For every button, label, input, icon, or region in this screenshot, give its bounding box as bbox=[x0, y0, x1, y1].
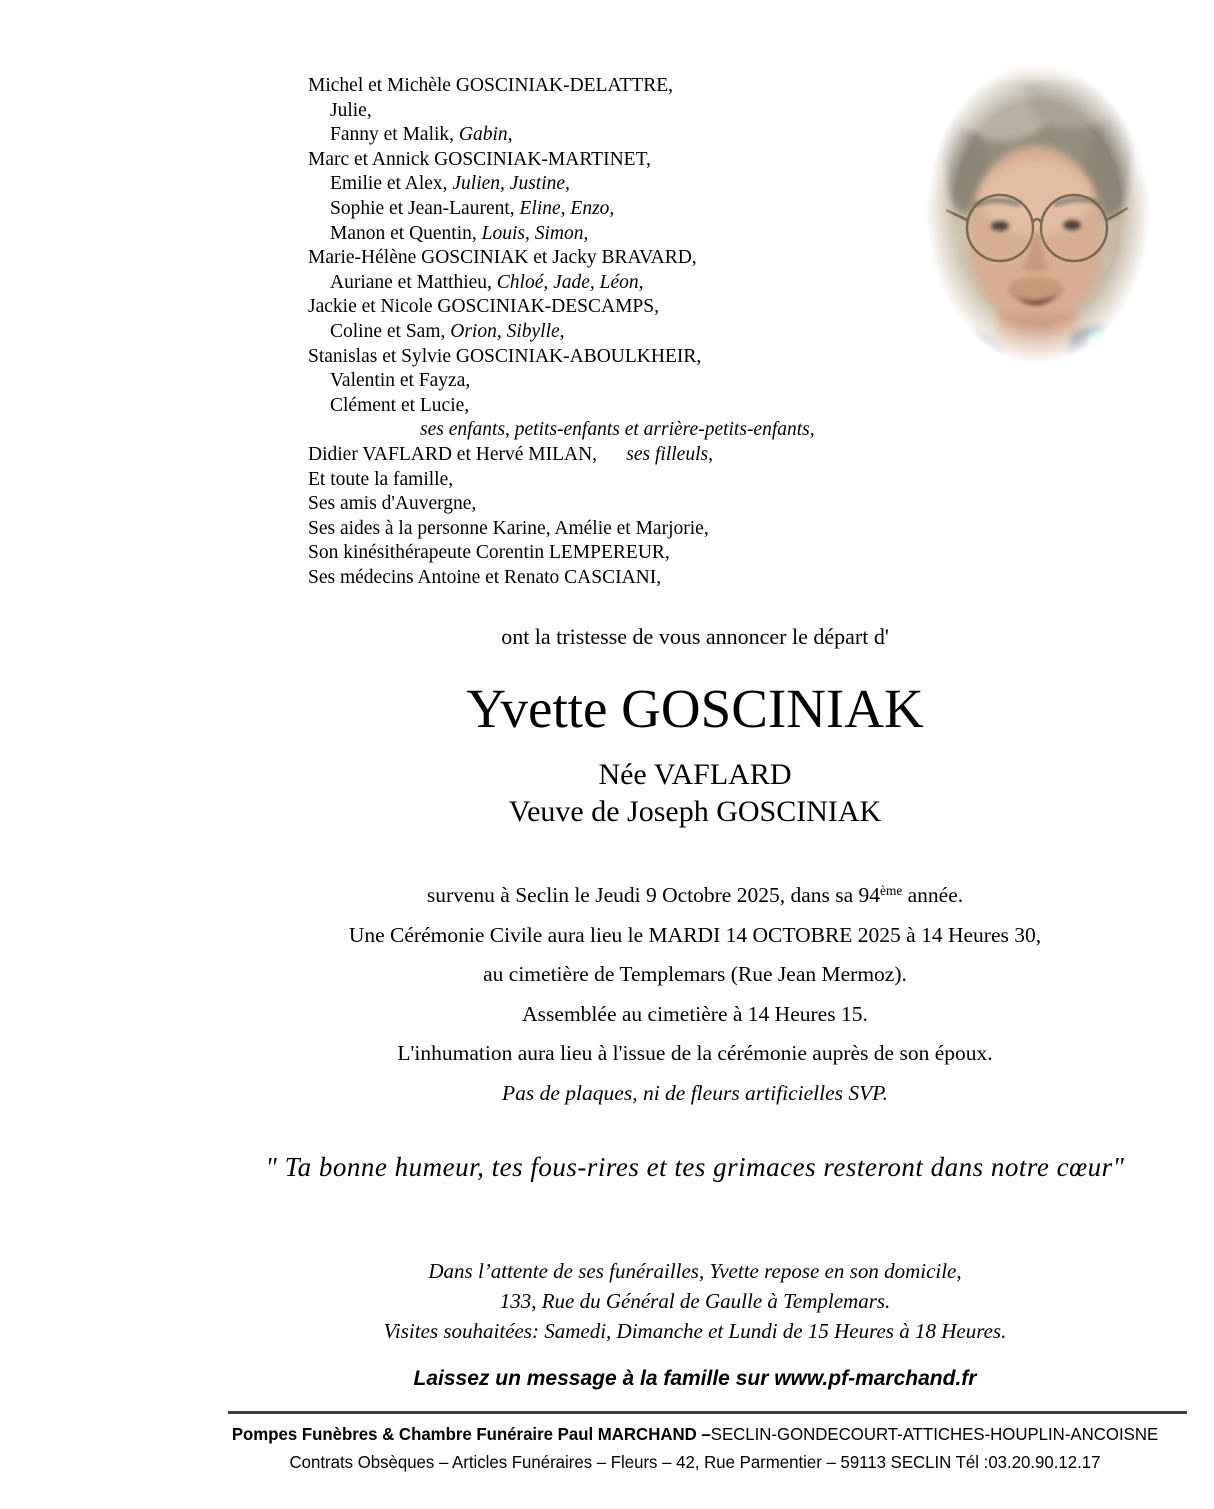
text-run: Son kinésithérapeute Corentin LEMPEREUR, bbox=[308, 542, 670, 564]
footer-line-1 bbox=[197, 1422, 1193, 1446]
funeral-home-name: Pompes Funèbres & Chambre Funéraire Paul MARCHAND – bbox=[231, 1424, 711, 1444]
guestbook-message-line: Laissez un message à la famille sur www.pf-marchand.fr bbox=[413, 1367, 977, 1390]
text-run: survenu à Seclin le Jeudi 9 Octobre 2025, dans sa 94 bbox=[426, 883, 881, 907]
text-run: au cimetière de Templemars (Rue Jean Mermoz). bbox=[483, 962, 907, 986]
ceremony-line-no-flowers bbox=[176, 1074, 1214, 1114]
text-run: Michel et Michèle GOSCINIAK-DELATTRE, bbox=[308, 75, 674, 96]
ceremony-line-date bbox=[176, 916, 1214, 956]
text-run: Sophie et Jean-Laurent, bbox=[330, 197, 520, 219]
repose-lines bbox=[176, 1256, 1214, 1346]
text-run: Gabin, bbox=[458, 124, 513, 146]
ceremony-line-burial bbox=[176, 1034, 1214, 1074]
ceremony-line-assembly bbox=[176, 995, 1214, 1035]
repose-line: Visites souhaitées: Samedi, Dimanche et Lundi de 15 Heures à 18 Heures. bbox=[383, 1319, 1007, 1343]
text-run: Pas de plaques, ni de fleurs artificielles SVP. bbox=[502, 1080, 888, 1105]
footer-divider bbox=[228, 1411, 1187, 1414]
repose-line: 133, Rue du Général de Gaulle à Templemars. bbox=[499, 1289, 891, 1313]
repose-line: Dans l’attente de ses funérailles, Yvette repose en son domicile, bbox=[428, 1259, 962, 1283]
text-run: ème bbox=[880, 883, 903, 899]
funeral-home-locations: SECLIN-GONDECOURT-ATTICHES-HOUPLIN-ANCOISNE bbox=[710, 1424, 1159, 1444]
announcement-intro: ont la tristesse de vous annoncer le départ d' bbox=[501, 624, 889, 649]
text-run: Ses médecins Antoine et Renato CASCIANI, bbox=[308, 566, 662, 588]
text-run: Eline, Enzo, bbox=[519, 197, 615, 219]
maiden-name: Née VAFLARD bbox=[598, 758, 792, 791]
widow-line: Veuve de Joseph GOSCINIAK bbox=[508, 795, 882, 828]
text-run: Julien, Justine, bbox=[452, 173, 570, 195]
text-run: Fanny et Malik, bbox=[330, 124, 459, 146]
text-run: Marie-Hélène GOSCINIAK et Jacky BRAVARD, bbox=[308, 247, 697, 269]
quote-text: " Ta bonne humeur, tes fous-rires et tes grimaces resteront dans notre cœur" bbox=[265, 1152, 1125, 1182]
center-column bbox=[176, 0, 1214, 1509]
text-run: Clément et Lucie, bbox=[330, 394, 470, 416]
text-run: année. bbox=[902, 883, 964, 907]
text-run: Assemblée au cimetière à 14 Heures 15. bbox=[522, 1001, 868, 1026]
text-run: Chloé, Jade, Léon, bbox=[496, 271, 644, 293]
text-run: Valentin et Fayza, bbox=[330, 370, 471, 392]
text-run: ses filleuls, bbox=[626, 443, 713, 465]
text-run: Ses aides à la personne Karine, Amélie et Marjorie, bbox=[308, 517, 709, 539]
ceremony-details bbox=[176, 876, 1214, 1113]
text-run: Didier VAFLARD et Hervé MILAN, bbox=[308, 443, 627, 465]
text-run: Manon et Quentin, bbox=[330, 222, 482, 244]
ceremony-line-death bbox=[176, 876, 1214, 916]
text-run: Orion, Sibylle, bbox=[450, 320, 565, 342]
text-run: Stanislas et Sylvie GOSCINIAK-ABOULKHEIR, bbox=[308, 345, 702, 367]
footer-line-2: Contrats Obsèques – Articles Funéraires – Fleurs – 42, Rue Parmentier – 59113 SECLIN Tél :03.20.90.12.17 bbox=[289, 1452, 1101, 1472]
text-run: L'inhumation aura lieu à l'issue de la cérémonie auprès de son époux. bbox=[397, 1041, 993, 1065]
text-run: Marc et Annick GOSCINIAK-MARTINET, bbox=[308, 148, 651, 170]
text-run: Coline et Sam, bbox=[330, 320, 451, 342]
text-run: ses enfants, petits-enfants et arrière-petits-enfants, bbox=[420, 419, 815, 441]
text-run: Julie, bbox=[330, 99, 372, 121]
text-run: Emilie et Alex, bbox=[330, 173, 453, 195]
text-run: Louis, Simon, bbox=[481, 222, 589, 244]
ceremony-line-place bbox=[176, 955, 1214, 995]
text-run: Et toute la famille, bbox=[308, 468, 454, 490]
text-run: Jackie et Nicole GOSCINIAK-DESCAMPS, bbox=[308, 296, 659, 318]
text-run: Ses amis d'Auvergne, bbox=[308, 493, 477, 515]
deceased-name: Yvette GOSCINIAK bbox=[466, 678, 924, 739]
text-run: Auriane et Matthieu, bbox=[330, 271, 497, 293]
text-run: Une Cérémonie Civile aura lieu le MARDI 14 OCTOBRE 2025 à 14 Heures 30, bbox=[348, 922, 1042, 947]
